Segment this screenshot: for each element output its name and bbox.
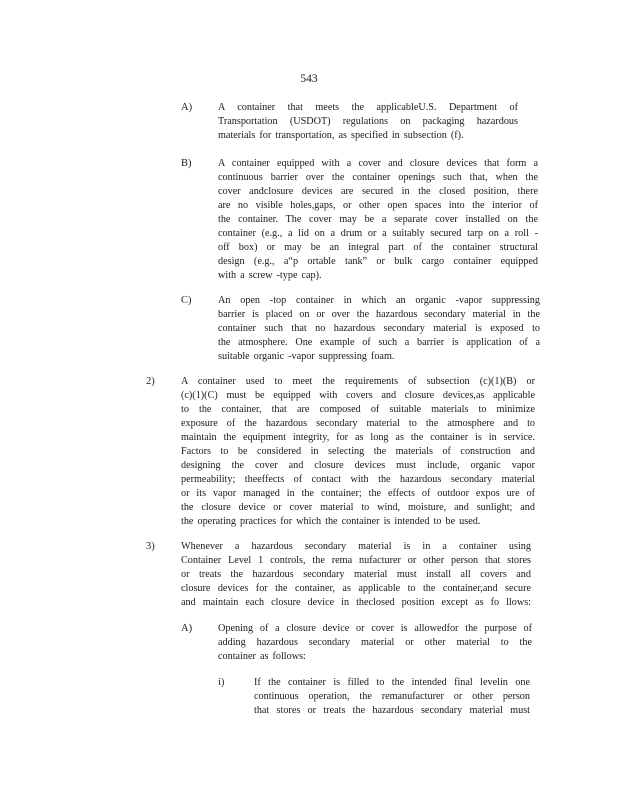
text-line: continuous operation, the remanufacturer or other person: [254, 691, 530, 702]
text-line: the container. The cover may be a separate cover installed on the: [218, 214, 538, 225]
list-item-text: [254, 676, 530, 718]
text-line: Factors to be considered in selecting the materials of construction and: [181, 446, 535, 457]
text-line: A container that meets the applicableU.S. Department of: [218, 102, 518, 113]
text-line: Whenever a hazardous secondary material is in a container using: [181, 541, 531, 552]
text-line: the atmosphere. One example of such a barrier is application of a: [218, 337, 540, 348]
list-marker: A): [181, 623, 193, 634]
text-line: maintain the equipment integrity, for as long as the container is in service.: [181, 432, 535, 443]
text-line: materials for transportation, as specified in subsection (f).: [218, 130, 464, 141]
text-line: Container Level 1 controls, the rema nufacturer or other person that stores: [181, 555, 531, 566]
text-line: A container used to meet the requirements of subsection (c)(1)(B) or: [181, 376, 535, 387]
list-item-text: [218, 101, 518, 143]
list-marker: C): [181, 295, 192, 306]
list-item-text: [181, 540, 531, 610]
text-line: design (e.g., a“p ortable tank” or bulk cargo container equipped: [218, 256, 538, 267]
text-line: off box) or may be an integral part of the container structural: [218, 242, 538, 253]
text-line: container such that no hazardous secondary material is exposed to: [218, 323, 540, 334]
text-line: that stores or treats the hazardous secondary material must: [254, 705, 530, 716]
list-marker: 2): [146, 376, 155, 387]
text-line: are no visible holes,gaps, or other open spaces into the interior of: [218, 200, 538, 211]
list-item-text: [181, 375, 535, 529]
text-line: the closure device or cover material to wind, moisture, and sunlight; and: [181, 502, 535, 513]
text-line: If the container is filled to the intended final levelin one: [254, 677, 530, 688]
text-line: to the container, that are composed of suitable materials to minimize: [181, 404, 535, 415]
list-marker: i): [218, 677, 225, 688]
list-item-text: [218, 294, 540, 364]
text-line: container as follows:: [218, 651, 306, 662]
text-line: designing the cover and closure devices must include, organic vapor: [181, 460, 535, 471]
page-number: 543: [300, 73, 318, 85]
list-marker: 3): [146, 541, 155, 552]
text-line: Transportation (USDOT) regulations on packaging hazardous: [218, 116, 518, 127]
text-line: with a screw -type cap).: [218, 270, 322, 281]
text-line: barrier is placed on or over the hazardous secondary material in the: [218, 309, 540, 320]
text-line: An open -top container in which an organic -vapor suppressing: [218, 295, 540, 306]
text-line: suitable organic -vapor suppressing foam.: [218, 351, 395, 362]
text-line: continuous barrier over the container openings such that, when the: [218, 172, 538, 183]
text-line: Opening of a closure device or cover is allowedfor the purpose of: [218, 623, 532, 634]
text-line: and maintain each closure device in theclosed position except as fo llows:: [181, 597, 531, 608]
list-marker: B): [181, 158, 192, 169]
list-item-text: [218, 157, 538, 283]
text-line: A container equipped with a cover and closure devices that form a: [218, 158, 538, 169]
text-line: the operating practices for which the container is intended to be used.: [181, 516, 481, 527]
text-line: exposure of the hazardous secondary material to the atmosphere and to: [181, 418, 535, 429]
text-line: (c)(1)(C) must be equipped with covers and closure devices,as applicable: [181, 390, 535, 401]
text-line: adding hazardous secondary material or other material to the: [218, 637, 532, 648]
text-line: cover andclosure devices are secured in the closed position, there: [218, 186, 538, 197]
list-item-text: [218, 622, 532, 664]
text-line: or its vapor managed in the container; the effects of outdoor expos ure of: [181, 488, 535, 499]
text-line: or treats the hazardous secondary material must install all covers and: [181, 569, 531, 580]
list-marker: A): [181, 102, 193, 113]
text-line: permeability; theeffects of contact with the hazardous secondary material: [181, 474, 535, 485]
text-line: container (e.g., a lid on a drum or a suitably secured tarp on a roll -: [218, 228, 538, 239]
text-line: closure devices for the container, as applicable to the container,and secure: [181, 583, 531, 594]
